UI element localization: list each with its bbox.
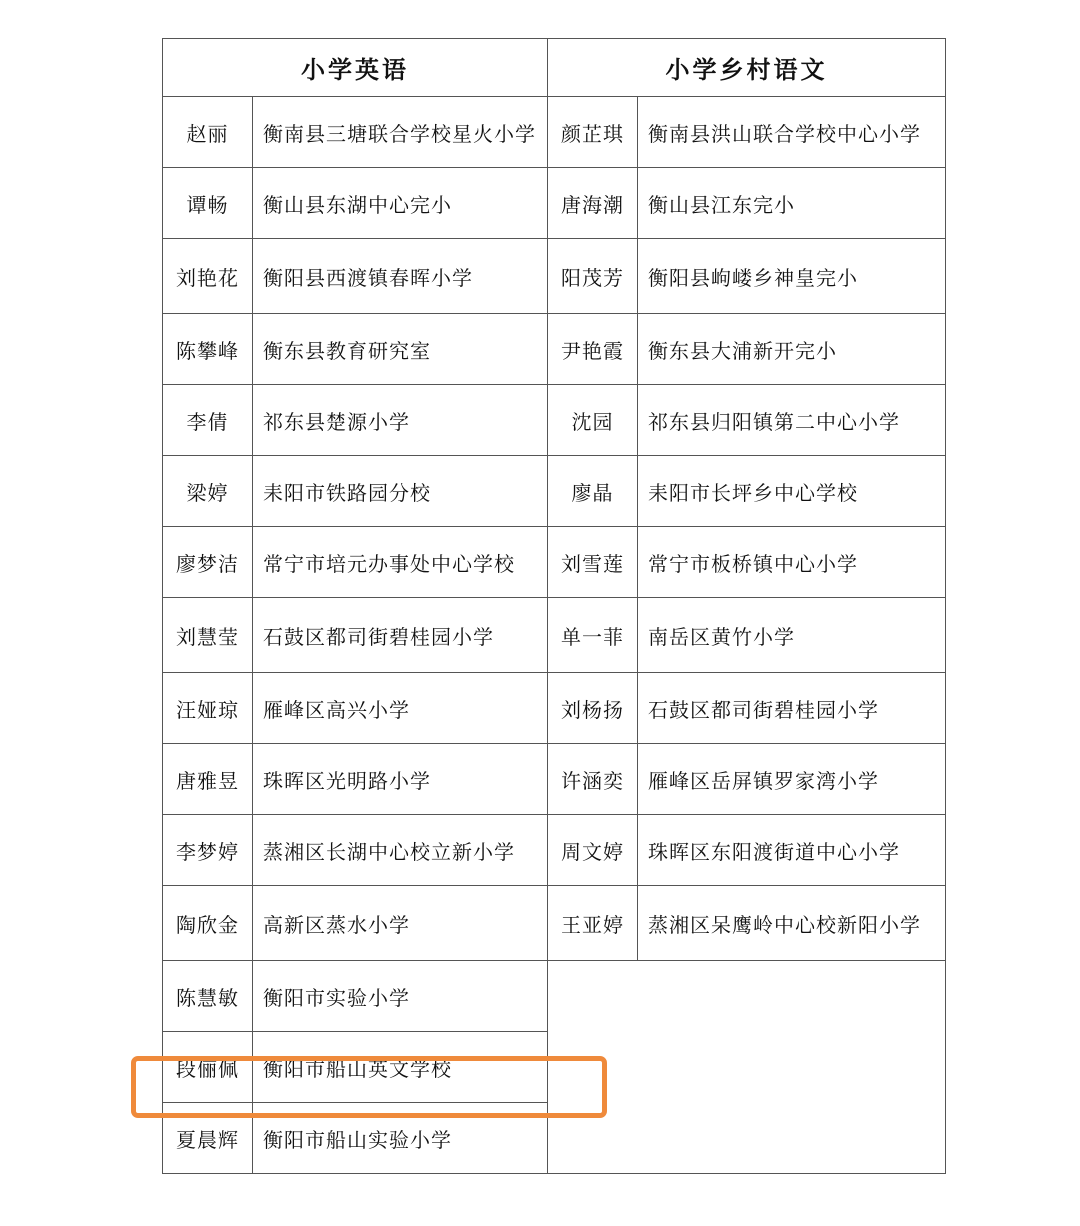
chinese-teacher-name: 周文婷 xyxy=(548,815,638,886)
english-teacher-name: 梁婷 xyxy=(163,456,253,527)
english-teacher-school: 常宁市培元办事处中心学校 xyxy=(253,527,548,598)
table-row xyxy=(163,527,946,598)
chinese-teacher-name: 廖晶 xyxy=(548,456,638,527)
chinese-teacher-school: 衡东县大浦新开完小 xyxy=(638,314,946,385)
table-row xyxy=(163,314,946,385)
table-row xyxy=(163,744,946,815)
english-teacher-school: 珠晖区光明路小学 xyxy=(253,744,548,815)
english-teacher-name: 李梦婷 xyxy=(163,815,253,886)
english-teacher-school: 石鼓区都司街碧桂园小学 xyxy=(253,598,548,673)
table-row xyxy=(163,456,946,527)
english-teacher-school: 衡阳市实验小学 xyxy=(253,961,548,1032)
chinese-teacher-school: 常宁市板桥镇中心小学 xyxy=(638,527,946,598)
table-row xyxy=(163,385,946,456)
english-teacher-name: 段俪佩 xyxy=(163,1032,253,1103)
english-teacher-name: 刘艳花 xyxy=(163,239,253,314)
chinese-teacher-school: 雁峰区岳屏镇罗家湾小学 xyxy=(638,744,946,815)
chinese-teacher-name: 刘雪莲 xyxy=(548,527,638,598)
english-teacher-name: 谭畅 xyxy=(163,168,253,239)
english-teacher-school: 耒阳市铁路园分校 xyxy=(253,456,548,527)
english-teacher-name: 廖梦洁 xyxy=(163,527,253,598)
english-teacher-name: 刘慧莹 xyxy=(163,598,253,673)
chinese-teacher-name: 颜芷琪 xyxy=(548,97,638,168)
chinese-teacher-name: 王亚婷 xyxy=(548,886,638,961)
english-teacher-name: 赵丽 xyxy=(163,97,253,168)
chinese-teacher-name: 尹艳霞 xyxy=(548,314,638,385)
chinese-teacher-name: 刘杨扬 xyxy=(548,673,638,744)
chinese-teacher-school: 衡山县江东完小 xyxy=(638,168,946,239)
chinese-teacher-name: 唐海潮 xyxy=(548,168,638,239)
chinese-teacher-school: 南岳区黄竹小学 xyxy=(638,598,946,673)
table-row xyxy=(163,673,946,744)
table-body xyxy=(163,97,946,1174)
english-teacher-name: 陈慧敏 xyxy=(163,961,253,1032)
header-primary-english: 小学英语 xyxy=(163,39,548,97)
english-teacher-name: 李倩 xyxy=(163,385,253,456)
chinese-teacher-school: 祁东县归阳镇第二中心小学 xyxy=(638,385,946,456)
chinese-teacher-name: 沈园 xyxy=(548,385,638,456)
english-teacher-name: 汪娅琼 xyxy=(163,673,253,744)
english-teacher-school: 衡阳市船山实验小学 xyxy=(253,1103,548,1174)
chinese-teacher-school: 耒阳市长坪乡中心学校 xyxy=(638,456,946,527)
chinese-teacher-name: 许涵奕 xyxy=(548,744,638,815)
english-teacher-name: 陶欣金 xyxy=(163,886,253,961)
english-teacher-name: 陈攀峰 xyxy=(163,314,253,385)
table-row xyxy=(163,97,946,168)
chinese-teacher-school: 石鼓区都司街碧桂园小学 xyxy=(638,673,946,744)
english-teacher-school: 衡东县教育研究室 xyxy=(253,314,548,385)
english-teacher-name: 唐雅昱 xyxy=(163,744,253,815)
table-row xyxy=(163,598,946,673)
table-row xyxy=(163,239,946,314)
chinese-teacher-school: 蒸湘区呆鹰岭中心校新阳小学 xyxy=(638,886,946,961)
table-row xyxy=(163,961,946,1032)
english-teacher-school: 衡阳市船山英文学校 xyxy=(253,1032,548,1103)
english-teacher-school: 衡阳县西渡镇春晖小学 xyxy=(253,239,548,314)
chinese-teacher-school: 衡南县洪山联合学校中心小学 xyxy=(638,97,946,168)
chinese-teacher-name: 阳茂芳 xyxy=(548,239,638,314)
english-teacher-school: 雁峰区高兴小学 xyxy=(253,673,548,744)
english-teacher-school: 祁东县楚源小学 xyxy=(253,385,548,456)
table-row xyxy=(163,886,946,961)
chinese-teacher-name: 单一菲 xyxy=(548,598,638,673)
chinese-teacher-school: 衡阳县岣嵝乡神皇完小 xyxy=(638,239,946,314)
teacher-list-table xyxy=(162,38,946,1174)
table-row xyxy=(163,168,946,239)
english-teacher-school: 蒸湘区长湖中心校立新小学 xyxy=(253,815,548,886)
header-primary-rural-chinese: 小学乡村语文 xyxy=(548,39,946,97)
english-teacher-school: 高新区蒸水小学 xyxy=(253,886,548,961)
empty-cell xyxy=(548,961,946,1174)
table-row xyxy=(163,815,946,886)
chinese-teacher-school: 珠晖区东阳渡街道中心小学 xyxy=(638,815,946,886)
english-teacher-school: 衡山县东湖中心完小 xyxy=(253,168,548,239)
english-teacher-school: 衡南县三塘联合学校星火小学 xyxy=(253,97,548,168)
english-teacher-name: 夏晨辉 xyxy=(163,1103,253,1174)
table-header-row xyxy=(163,39,946,97)
